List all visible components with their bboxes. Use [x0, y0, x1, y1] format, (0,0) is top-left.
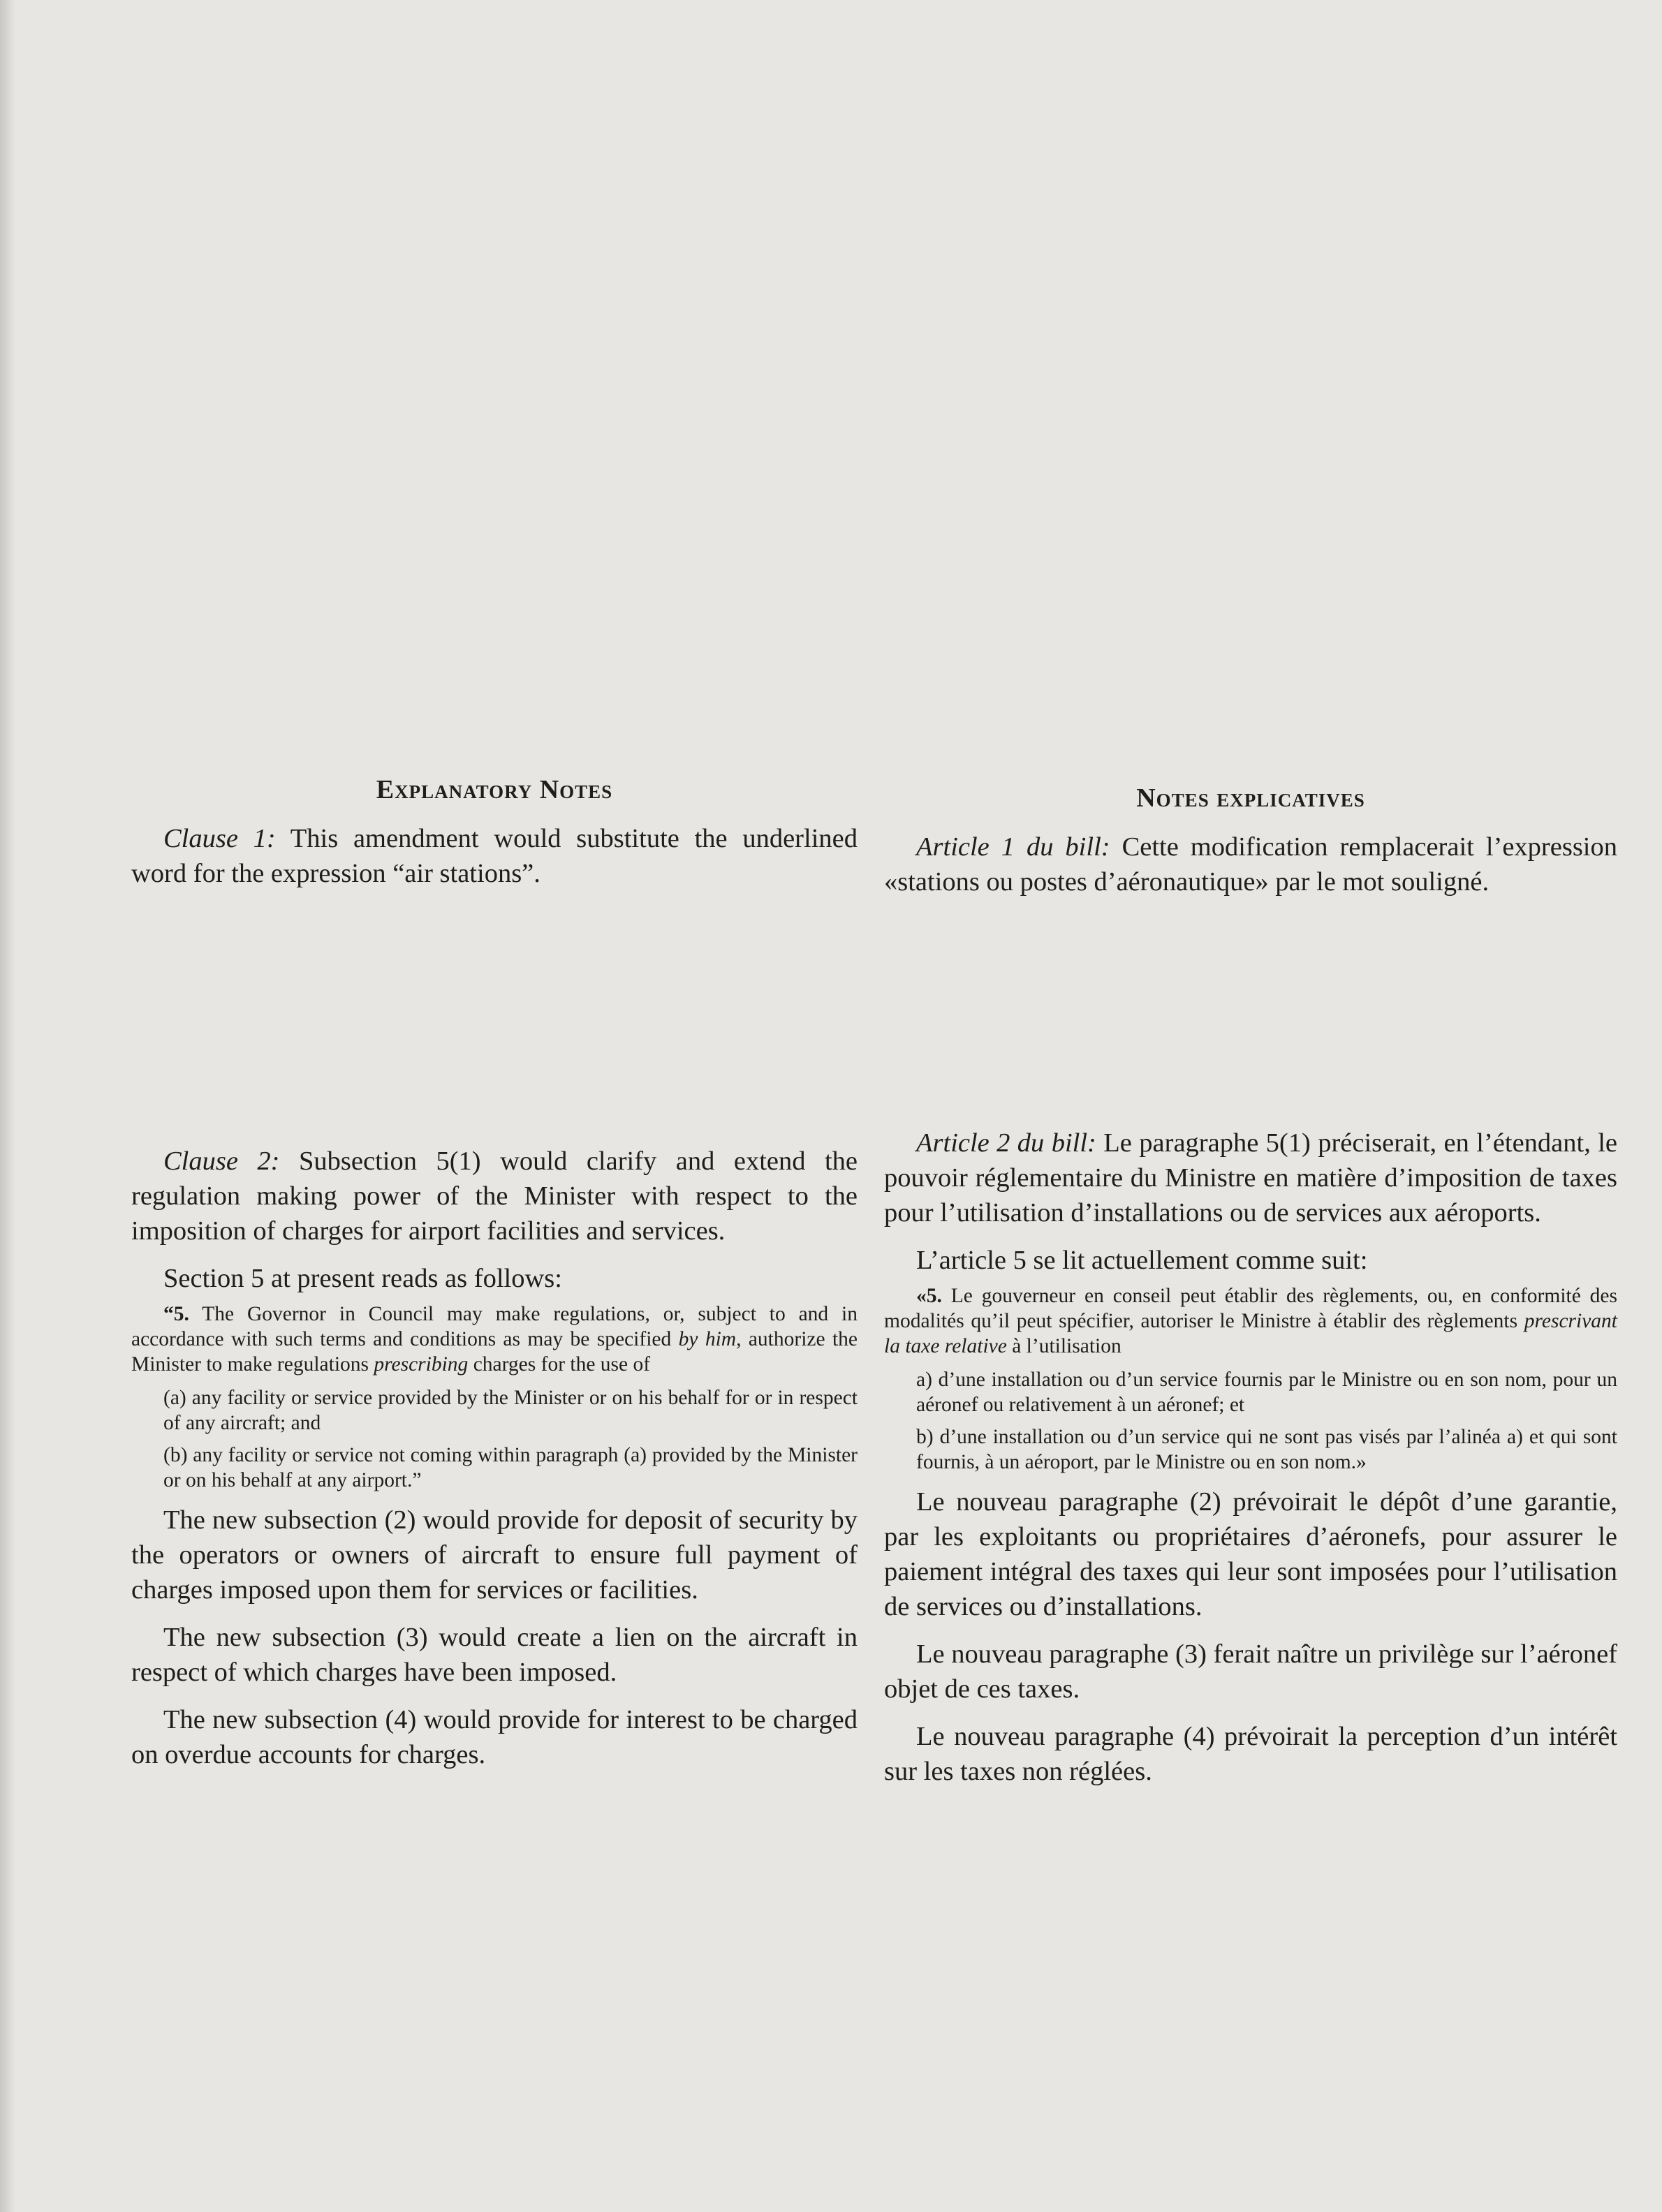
- section-5-intro: Section 5 at present reads as follows:: [163, 1264, 562, 1293]
- spacer: [131, 904, 858, 1144]
- paragraph-4-note: Le nouveau paragraphe (4) prévoirait la perception d’un intérêt sur les taxes non réglées.: [884, 1722, 1617, 1786]
- quote-text-1: Le gouverneur en conseil peut établir des règlements, ou, en conformité des modalités qu’il peut spécifier, autoriser le Ministre à établir des règlements: [884, 1285, 1618, 1332]
- quote-section-number: «5.: [916, 1285, 942, 1307]
- quote-item-b: b) d’une installation ou d’un service qui ne sont pas visés par l’alinéa a) et qui sont fournis, à un aéroport, par le Ministre ou en son nom.»: [916, 1426, 1617, 1473]
- article-1-note: [884, 830, 1617, 899]
- quote-item-b: (b) any facility or service not coming within paragraph (a) provided by the Minister or on his behalf at any airport.”: [163, 1444, 858, 1491]
- quote-italic-2: prescribing: [374, 1353, 469, 1376]
- quote-intro: [131, 1302, 858, 1377]
- article-5-quote: [884, 1283, 1617, 1475]
- quote-italic-1: prescrivant la taxe relative: [884, 1310, 1618, 1357]
- quote-text-2: à l’utilisation: [1012, 1335, 1122, 1357]
- subsection-3-note: The new subsection (3) would create a lien on the aircraft in respect of which charges have been imposed.: [131, 1623, 858, 1687]
- english-heading: Explanatory Notes: [376, 775, 613, 804]
- section-5-quote: [131, 1302, 858, 1493]
- quote-item-a: (a) any facility or service provided by the Minister or on his behalf for or in respect of any aircraft; and: [163, 1387, 858, 1434]
- quote-text-1: The Governor in Council may make regulations, or, subject to and in accordance with such terms and conditions as may be specified: [131, 1303, 858, 1350]
- french-heading: Notes explicatives: [1136, 783, 1365, 813]
- clause-1-text: This amendment would substitute the underlined word for the expression “air stations”.: [131, 824, 858, 888]
- quote-section-number: “5.: [163, 1303, 189, 1325]
- clause-2-label: Clause 2:: [163, 1146, 280, 1176]
- article-2-text: Le paragraphe 5(1) préciserait, en l’étendant, le pouvoir réglementaire du Ministre en matière d’imposition de taxes pour l’utilisation d’installations ou de services aux aéroports.: [884, 1128, 1618, 1227]
- subsection-2-note: The new subsection (2) would provide for deposit of security by the operators or owners of aircraft to ensure full payment of charges imposed upon them for services or facilities.: [131, 1505, 858, 1605]
- spacer: [884, 912, 1617, 1126]
- quote-intro: [884, 1283, 1617, 1359]
- subsection-4-note: The new subsection (4) would provide for interest to be charged on overdue accounts for charges.: [131, 1705, 858, 1769]
- page-edge-shadow: [0, 0, 15, 2212]
- french-column: [884, 774, 1617, 1801]
- clause-1-label: Clause 1:: [163, 824, 276, 853]
- quote-item-a: a) d’une installation ou d’un service fournis par le Ministre ou en son nom, pour un aéronef ou relativement à un aéronef; et: [916, 1369, 1617, 1416]
- clause-1-note: [131, 821, 858, 891]
- article-1-label: Article 1 du bill:: [916, 832, 1110, 862]
- clause-2-note: [131, 1144, 858, 1248]
- article-5-intro: L’article 5 se lit actuellement comme suit:: [916, 1246, 1368, 1275]
- clause-2-text: Subsection 5(1) would clarify and extend the regulation making power of the Minister with respect to the imposition of charges for airport facilities and services.: [131, 1146, 858, 1246]
- quote-text-2: authorize the Minister to make regulations: [131, 1328, 858, 1376]
- paragraph-3-note: Le nouveau paragraphe (3) ferait naître un privilège sur l’aéronef objet de ces taxes.: [884, 1639, 1617, 1704]
- article-2-note: [884, 1126, 1617, 1230]
- english-column: [131, 774, 858, 1785]
- article-2-label: Article 2 du bill:: [916, 1128, 1096, 1158]
- article-1-text: Cette modification remplacerait l’expression «stations ou postes d’aéronautique» par le mot souligné.: [884, 832, 1617, 897]
- paragraph-2-note: Le nouveau paragraphe (2) prévoirait le dépôt d’une garantie, par les exploitants ou propriétaires d’aéronefs, pour assurer le paiement intégral des taxes qui leur sont imposées pour l’utilisation de services ou d’installations.: [884, 1487, 1617, 1621]
- quote-text-3: charges for the use of: [473, 1353, 651, 1376]
- quote-italic-1: by him,: [678, 1328, 742, 1350]
